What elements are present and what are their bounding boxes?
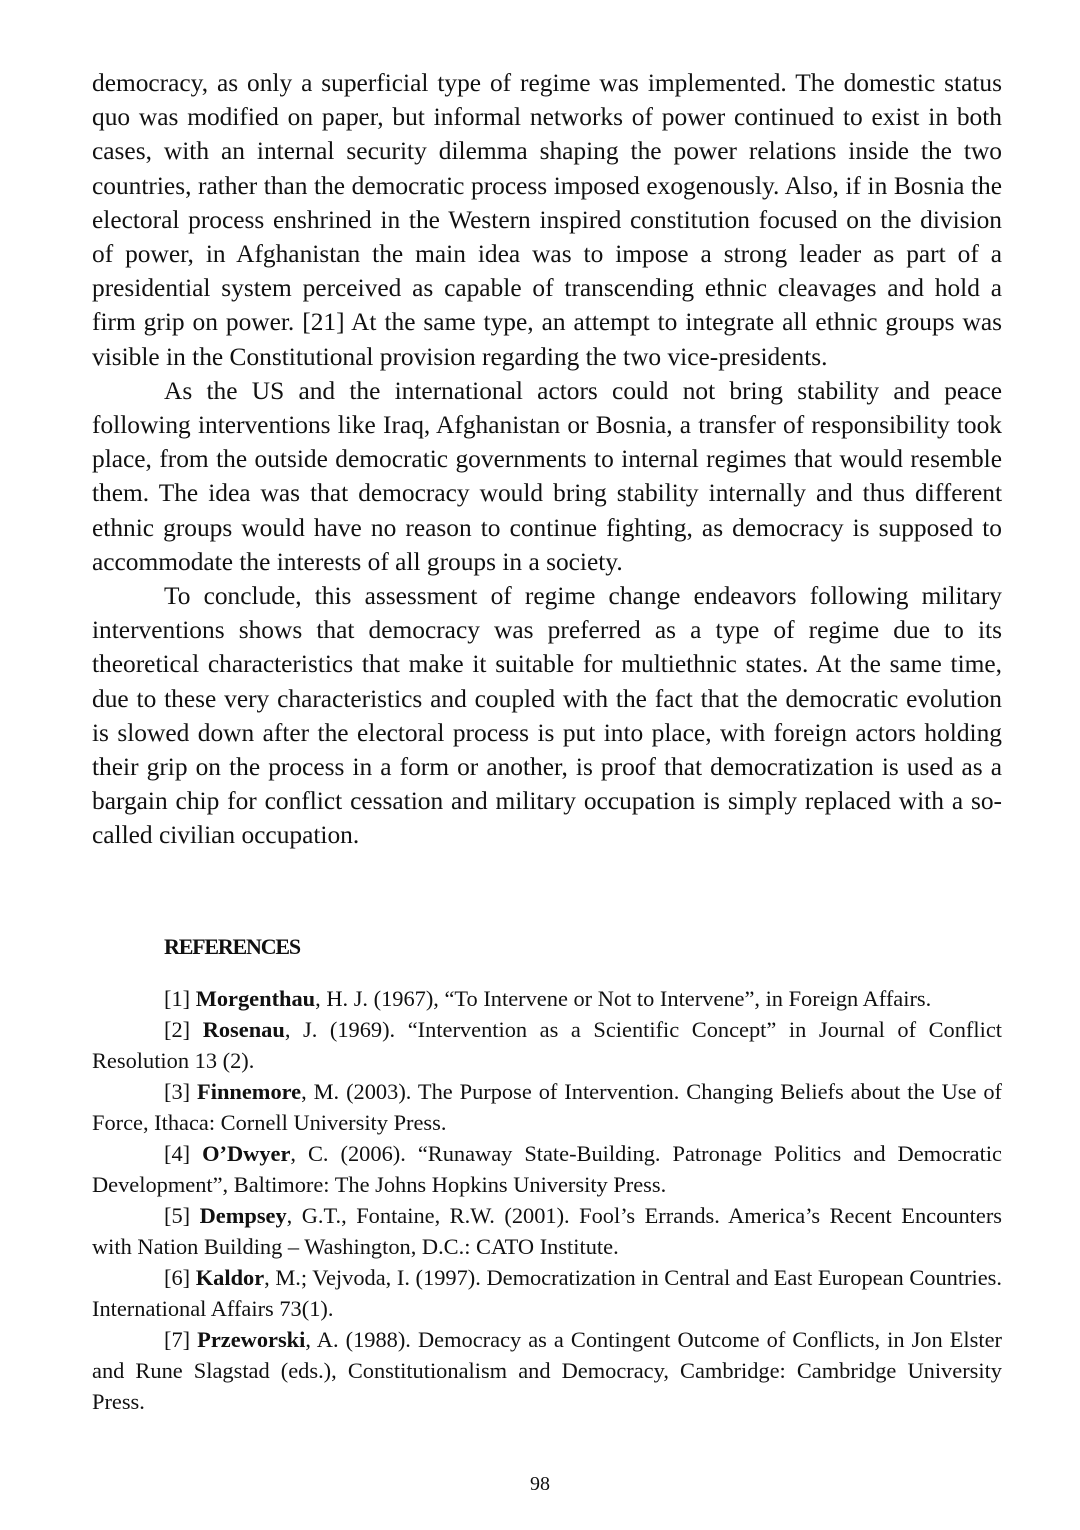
reference-item: [92, 1262, 1002, 1324]
reference-details: , H. J. (1967), “To Intervene or Not to Intervene”, in Foreign Affairs.: [315, 985, 932, 1011]
reference-details: , A. (1988). Democracy as a Contingent Outcome of Conflicts, in Jon Elster and Rune Slagstad (eds.), Constitutionalism and Democracy, Cambridge: Cambridge University Press.: [92, 1326, 1002, 1414]
references-heading: REFERENCES: [164, 933, 300, 959]
reference-item: [92, 1076, 1002, 1138]
reference-item: [92, 1014, 1002, 1076]
reference-item: [92, 1138, 1002, 1200]
reference-details: , G.T., Fontaine, R.W. (2001). Fool’s Errands. America’s Recent Encounters with Nation Building – Washington, D.C.: CATO Institute.: [92, 1202, 1002, 1259]
reference-number: [5]: [164, 1202, 200, 1228]
reference-item: [92, 1200, 1002, 1262]
reference-details: , J. (1969). “Intervention as a Scientific Concept” in Journal of Conflict Resolution 13 (2).: [92, 1016, 1002, 1073]
reference-author: Przeworski: [197, 1326, 306, 1352]
reference-number: [2]: [164, 1016, 203, 1042]
reference-author: Dempsey: [199, 1202, 287, 1228]
reference-number: [7]: [164, 1326, 198, 1352]
reference-details: , M.; Vejvoda, I. (1997). Democratization in Central and East European Countries. International Affairs 73(1).: [92, 1264, 1002, 1321]
reference-number: [3]: [164, 1078, 198, 1104]
reference-author: Morgenthau: [195, 985, 316, 1011]
reference-details: , C. (2006). “Runaway State-Building. Patronage Politics and Democratic Development”, Baltimore: The Johns Hopkins University Press.: [92, 1140, 1002, 1197]
reference-number: [6]: [164, 1264, 196, 1290]
reference-item: [92, 983, 1002, 1014]
reference-author: Kaldor: [195, 1264, 265, 1290]
reference-author: O’Dwyer: [202, 1140, 291, 1166]
reference-details: , M. (2003). The Purpose of Intervention. Changing Beliefs about the Use of Force, Ithaca: Cornell University Press.: [92, 1078, 1002, 1135]
body-paragraph: To conclude, this assessment of regime change endeavors following military interventions shows that democracy was preferred as a type of regime due to its theoretical characteristics that make it suitable for multiethnic states. At the same time, due to these very characteristics and coupled with the fact that the democratic evolution is slowed down after the electoral process is put into place, with foreign actors holding their grip on the process in a form or another, is proof that democratization is used as a bargain chip for conflict cessation and military occupation is simply replaced with a so-called civilian occupation.: [92, 582, 1002, 850]
page-content: [92, 66, 1002, 1417]
body-paragraph: democracy, as only a superficial type of regime was implemented. The domestic status quo was modified on paper, but informal networks of power continued to exist in both cases, with an internal security dilemma shaping the power relations inside the two countries, rather than the democratic process imposed exogenously. Also, if in Bosnia the electoral process enshrined in the Western inspired constitution focused on the division of power, in Afghanistan the main idea was to impose a strong leader as part of a presidential system perceived as capable of transcending ethnic cleavages and hold a firm grip on power. [21] At the same type, an attempt to integrate all ethnic groups was visible in the Constitutional provision regarding the two vice-presidents.: [92, 69, 1002, 371]
references-list: [92, 983, 1002, 1417]
reference-number: [4]: [164, 1140, 203, 1166]
body-text: [92, 66, 1002, 853]
page-number: 98: [530, 1473, 550, 1495]
reference-author: Rosenau: [202, 1016, 285, 1042]
reference-number: [1]: [164, 985, 196, 1011]
reference-item: [92, 1324, 1002, 1417]
reference-author: Finnemore: [197, 1078, 302, 1104]
body-paragraph: As the US and the international actors could not bring stability and peace following interventions like Iraq, Afghanistan or Bosnia, a transfer of responsibility took place, from the outside democratic governments to internal regimes that would resemble them. The idea was that democracy would bring stability internally and thus different ethnic groups would have no reason to continue fighting, as democracy is supposed to accommodate the interests of all groups in a society.: [92, 376, 1002, 576]
